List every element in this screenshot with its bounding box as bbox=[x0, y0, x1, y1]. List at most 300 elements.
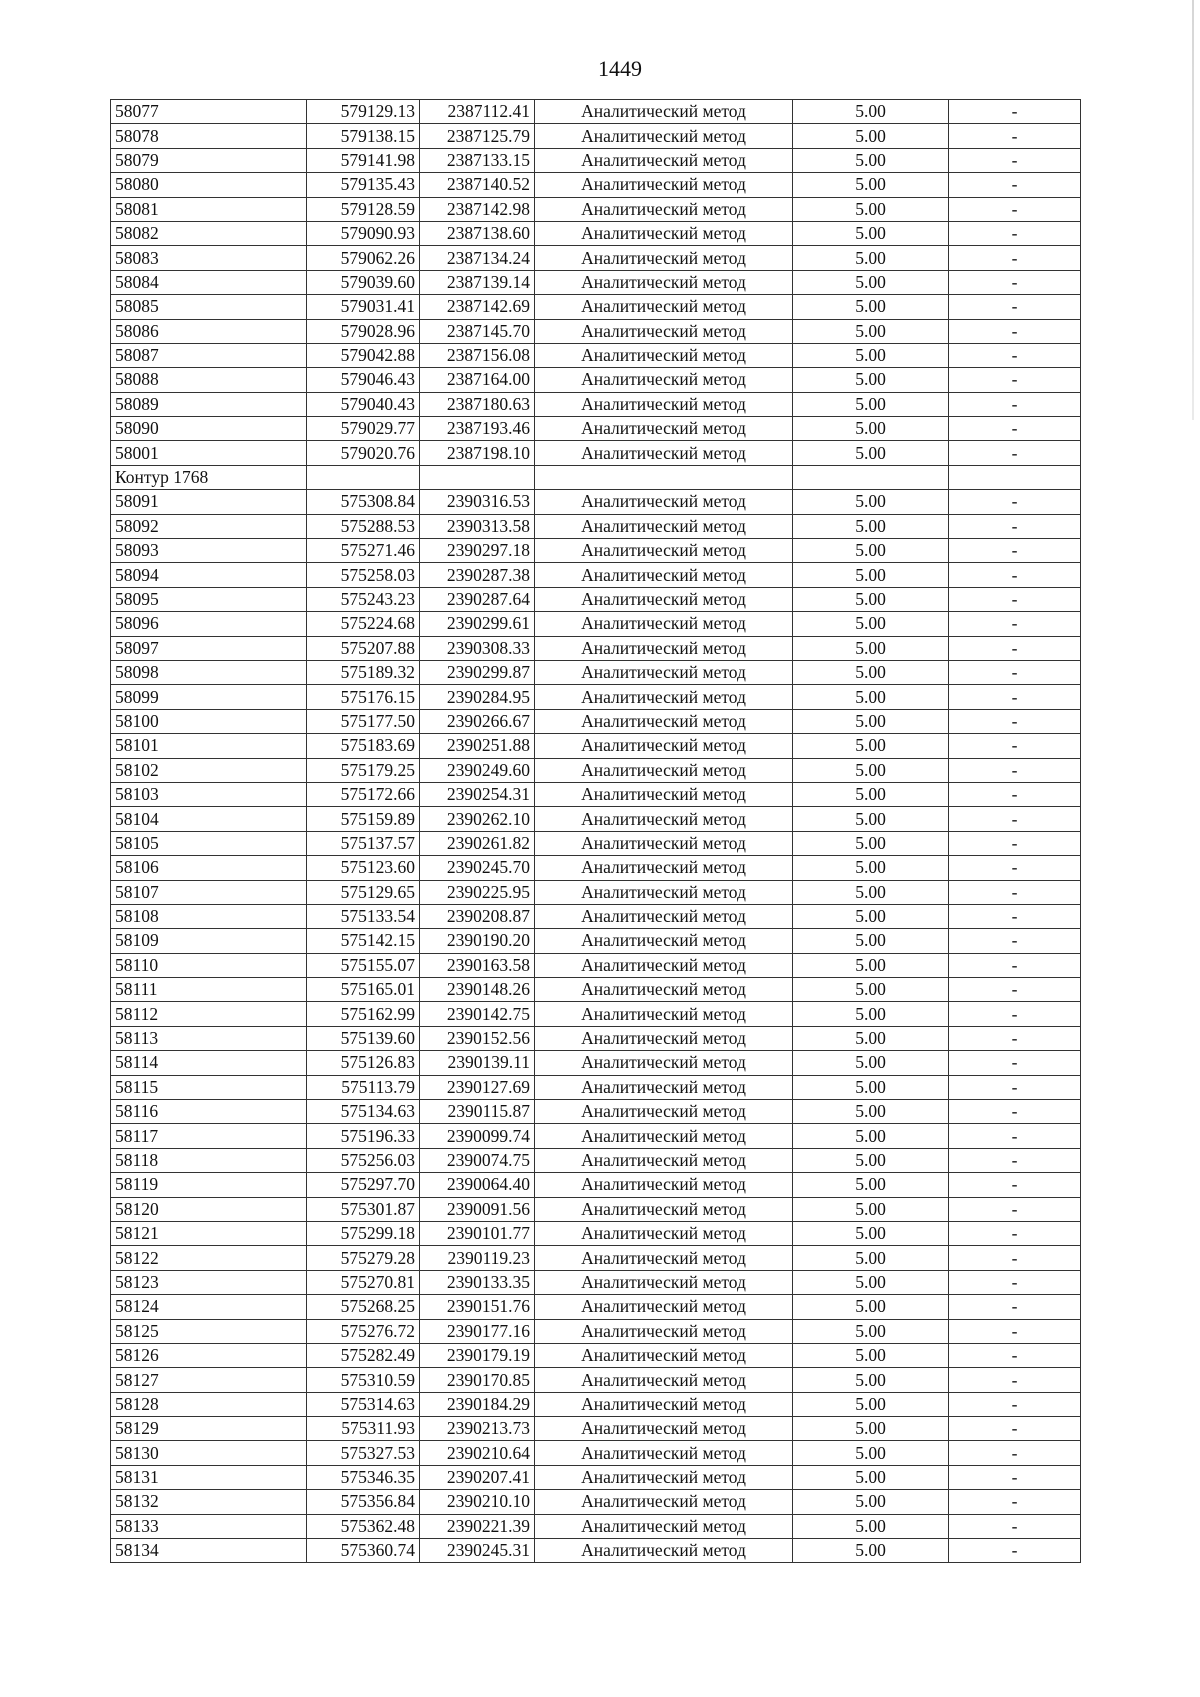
table-row bbox=[111, 1221, 1081, 1245]
y-coordinate-cell: 2390308.33 bbox=[420, 636, 535, 660]
method-cell: Аналитический метод bbox=[535, 1100, 793, 1124]
extra-cell: - bbox=[949, 100, 1081, 124]
extra-cell: - bbox=[949, 1392, 1081, 1416]
extra-cell: - bbox=[949, 1368, 1081, 1392]
point-id-cell: 58125 bbox=[111, 1319, 307, 1343]
y-coordinate-cell: 2390210.64 bbox=[420, 1441, 535, 1465]
y-coordinate-cell: 2390287.38 bbox=[420, 563, 535, 587]
y-coordinate-cell: 2390221.39 bbox=[420, 1514, 535, 1538]
table-row bbox=[111, 1514, 1081, 1538]
table-row bbox=[111, 929, 1081, 953]
method-cell: Аналитический метод bbox=[535, 197, 793, 221]
y-coordinate-cell: 2390179.19 bbox=[420, 1343, 535, 1367]
table-row bbox=[111, 831, 1081, 855]
point-id-cell: 58116 bbox=[111, 1100, 307, 1124]
method-cell: Аналитический метод bbox=[535, 612, 793, 636]
accuracy-cell: 5.00 bbox=[793, 295, 949, 319]
method-cell: Аналитический метод bbox=[535, 368, 793, 392]
table-row bbox=[111, 953, 1081, 977]
method-cell: Аналитический метод bbox=[535, 100, 793, 124]
table-row bbox=[111, 417, 1081, 441]
method-cell: Аналитический метод bbox=[535, 1051, 793, 1075]
x-coordinate-cell: 575297.70 bbox=[307, 1173, 420, 1197]
extra-cell: - bbox=[949, 173, 1081, 197]
table-row bbox=[111, 1075, 1081, 1099]
table-row bbox=[111, 246, 1081, 270]
point-id-cell: 58109 bbox=[111, 929, 307, 953]
point-id-cell: 58115 bbox=[111, 1075, 307, 1099]
method-cell: Аналитический метод bbox=[535, 148, 793, 172]
table-row bbox=[111, 368, 1081, 392]
point-id-cell: 58105 bbox=[111, 831, 307, 855]
extra-cell: - bbox=[949, 246, 1081, 270]
extra-cell: - bbox=[949, 514, 1081, 538]
accuracy-cell: 5.00 bbox=[793, 1441, 949, 1465]
method-cell: Аналитический метод bbox=[535, 124, 793, 148]
table-row bbox=[111, 978, 1081, 1002]
y-coordinate-cell: 2387112.41 bbox=[420, 100, 535, 124]
table-row bbox=[111, 636, 1081, 660]
accuracy-cell: 5.00 bbox=[793, 1295, 949, 1319]
point-id-cell: 58088 bbox=[111, 368, 307, 392]
accuracy-cell: 5.00 bbox=[793, 563, 949, 587]
y-coordinate-cell: 2387138.60 bbox=[420, 221, 535, 245]
x-coordinate-cell: 575308.84 bbox=[307, 490, 420, 514]
accuracy-cell: 5.00 bbox=[793, 270, 949, 294]
x-coordinate-cell: 575258.03 bbox=[307, 563, 420, 587]
x-coordinate-cell: 575327.53 bbox=[307, 1441, 420, 1465]
y-coordinate-cell: 2390299.87 bbox=[420, 660, 535, 684]
extra-cell: - bbox=[949, 1539, 1081, 1563]
accuracy-cell: 5.00 bbox=[793, 1417, 949, 1441]
extra-cell: - bbox=[949, 904, 1081, 928]
method-cell: Аналитический метод bbox=[535, 1270, 793, 1294]
x-coordinate-cell: 575179.25 bbox=[307, 758, 420, 782]
y-coordinate-cell: 2390313.58 bbox=[420, 514, 535, 538]
accuracy-cell: 5.00 bbox=[793, 709, 949, 733]
extra-cell: - bbox=[949, 1295, 1081, 1319]
accuracy-cell: 5.00 bbox=[793, 197, 949, 221]
x-coordinate-cell: 575196.33 bbox=[307, 1124, 420, 1148]
x-coordinate-cell: 575271.46 bbox=[307, 539, 420, 563]
point-id-cell: 58133 bbox=[111, 1514, 307, 1538]
empty-cell bbox=[420, 465, 535, 489]
y-coordinate-cell: 2390139.11 bbox=[420, 1051, 535, 1075]
table-row bbox=[111, 1441, 1081, 1465]
accuracy-cell: 5.00 bbox=[793, 587, 949, 611]
extra-cell: - bbox=[949, 1465, 1081, 1489]
method-cell: Аналитический метод bbox=[535, 1490, 793, 1514]
extra-cell: - bbox=[949, 441, 1081, 465]
y-coordinate-cell: 2387133.15 bbox=[420, 148, 535, 172]
point-id-cell: 58094 bbox=[111, 563, 307, 587]
point-id-cell: 58089 bbox=[111, 392, 307, 416]
method-cell: Аналитический метод bbox=[535, 441, 793, 465]
method-cell: Аналитический метод bbox=[535, 1246, 793, 1270]
extra-cell: - bbox=[949, 758, 1081, 782]
point-id-cell: 58119 bbox=[111, 1173, 307, 1197]
method-cell: Аналитический метод bbox=[535, 514, 793, 538]
accuracy-cell: 5.00 bbox=[793, 978, 949, 1002]
point-id-cell: 58100 bbox=[111, 709, 307, 733]
point-id-cell: 58120 bbox=[111, 1197, 307, 1221]
y-coordinate-cell: 2387140.52 bbox=[420, 173, 535, 197]
extra-cell: - bbox=[949, 1514, 1081, 1538]
accuracy-cell: 5.00 bbox=[793, 636, 949, 660]
y-coordinate-cell: 2390245.31 bbox=[420, 1539, 535, 1563]
point-id-cell: 58128 bbox=[111, 1392, 307, 1416]
point-id-cell: 58129 bbox=[111, 1417, 307, 1441]
extra-cell: - bbox=[949, 953, 1081, 977]
accuracy-cell: 5.00 bbox=[793, 124, 949, 148]
table-row bbox=[111, 612, 1081, 636]
y-coordinate-cell: 2390245.70 bbox=[420, 856, 535, 880]
point-id-cell: 58097 bbox=[111, 636, 307, 660]
y-coordinate-cell: 2390091.56 bbox=[420, 1197, 535, 1221]
method-cell: Аналитический метод bbox=[535, 1148, 793, 1172]
y-coordinate-cell: 2390287.64 bbox=[420, 587, 535, 611]
extra-cell: - bbox=[949, 1343, 1081, 1367]
x-coordinate-cell: 575176.15 bbox=[307, 685, 420, 709]
method-cell: Аналитический метод bbox=[535, 221, 793, 245]
y-coordinate-cell: 2387193.46 bbox=[420, 417, 535, 441]
point-id-cell: 58091 bbox=[111, 490, 307, 514]
extra-cell: - bbox=[949, 1075, 1081, 1099]
accuracy-cell: 5.00 bbox=[793, 1465, 949, 1489]
accuracy-cell: 5.00 bbox=[793, 1100, 949, 1124]
method-cell: Аналитический метод bbox=[535, 1465, 793, 1489]
x-coordinate-cell: 575207.88 bbox=[307, 636, 420, 660]
accuracy-cell: 5.00 bbox=[793, 856, 949, 880]
extra-cell: - bbox=[949, 124, 1081, 148]
point-id-cell: 58080 bbox=[111, 173, 307, 197]
y-coordinate-cell: 2390225.95 bbox=[420, 880, 535, 904]
x-coordinate-cell: 575189.32 bbox=[307, 660, 420, 684]
extra-cell: - bbox=[949, 636, 1081, 660]
table-row bbox=[111, 807, 1081, 831]
point-id-cell: 58114 bbox=[111, 1051, 307, 1075]
method-cell: Аналитический метод bbox=[535, 1221, 793, 1245]
point-id-cell: 58102 bbox=[111, 758, 307, 782]
y-coordinate-cell: 2390284.95 bbox=[420, 685, 535, 709]
point-id-cell: 58084 bbox=[111, 270, 307, 294]
extra-cell: - bbox=[949, 1441, 1081, 1465]
x-coordinate-cell: 575243.23 bbox=[307, 587, 420, 611]
y-coordinate-cell: 2390170.85 bbox=[420, 1368, 535, 1392]
extra-cell: - bbox=[949, 1417, 1081, 1441]
y-coordinate-cell: 2390133.35 bbox=[420, 1270, 535, 1294]
method-cell: Аналитический метод bbox=[535, 1417, 793, 1441]
table-row bbox=[111, 1295, 1081, 1319]
extra-cell: - bbox=[949, 1002, 1081, 1026]
table-row bbox=[111, 1026, 1081, 1050]
method-cell: Аналитический метод bbox=[535, 1173, 793, 1197]
accuracy-cell: 5.00 bbox=[793, 807, 949, 831]
extra-cell: - bbox=[949, 880, 1081, 904]
accuracy-cell: 5.00 bbox=[793, 953, 949, 977]
x-coordinate-cell: 575113.79 bbox=[307, 1075, 420, 1099]
point-id-cell: 58108 bbox=[111, 904, 307, 928]
x-coordinate-cell: 575299.18 bbox=[307, 1221, 420, 1245]
point-id-cell: 58123 bbox=[111, 1270, 307, 1294]
point-id-cell: 58096 bbox=[111, 612, 307, 636]
extra-cell: - bbox=[949, 734, 1081, 758]
accuracy-cell: 5.00 bbox=[793, 929, 949, 953]
x-coordinate-cell: 575183.69 bbox=[307, 734, 420, 758]
point-id-cell: 58099 bbox=[111, 685, 307, 709]
x-coordinate-cell: 575301.87 bbox=[307, 1197, 420, 1221]
table-row bbox=[111, 1173, 1081, 1197]
extra-cell: - bbox=[949, 1490, 1081, 1514]
x-coordinate-cell: 575162.99 bbox=[307, 1002, 420, 1026]
accuracy-cell: 5.00 bbox=[793, 148, 949, 172]
table-row bbox=[111, 100, 1081, 124]
extra-cell: - bbox=[949, 417, 1081, 441]
x-coordinate-cell: 579062.26 bbox=[307, 246, 420, 270]
accuracy-cell: 5.00 bbox=[793, 1539, 949, 1563]
point-id-cell: 58117 bbox=[111, 1124, 307, 1148]
x-coordinate-cell: 575288.53 bbox=[307, 514, 420, 538]
accuracy-cell: 5.00 bbox=[793, 1368, 949, 1392]
method-cell: Аналитический метод bbox=[535, 929, 793, 953]
table-row bbox=[111, 685, 1081, 709]
extra-cell: - bbox=[949, 1221, 1081, 1245]
accuracy-cell: 5.00 bbox=[793, 221, 949, 245]
x-coordinate-cell: 579042.88 bbox=[307, 343, 420, 367]
accuracy-cell: 5.00 bbox=[793, 1514, 949, 1538]
method-cell: Аналитический метод bbox=[535, 173, 793, 197]
point-id-cell: 58086 bbox=[111, 319, 307, 343]
accuracy-cell: 5.00 bbox=[793, 1392, 949, 1416]
point-id-cell: 58132 bbox=[111, 1490, 307, 1514]
method-cell: Аналитический метод bbox=[535, 417, 793, 441]
x-coordinate-cell: 579029.77 bbox=[307, 417, 420, 441]
y-coordinate-cell: 2390177.16 bbox=[420, 1319, 535, 1343]
extra-cell: - bbox=[949, 612, 1081, 636]
accuracy-cell: 5.00 bbox=[793, 441, 949, 465]
y-coordinate-cell: 2390074.75 bbox=[420, 1148, 535, 1172]
contour-label: Контур 1768 bbox=[111, 465, 307, 489]
accuracy-cell: 5.00 bbox=[793, 417, 949, 441]
point-id-cell: 58124 bbox=[111, 1295, 307, 1319]
table-row bbox=[111, 1539, 1081, 1563]
x-coordinate-cell: 575137.57 bbox=[307, 831, 420, 855]
method-cell: Аналитический метод bbox=[535, 1026, 793, 1050]
method-cell: Аналитический метод bbox=[535, 563, 793, 587]
y-coordinate-cell: 2387139.14 bbox=[420, 270, 535, 294]
point-id-cell: 58104 bbox=[111, 807, 307, 831]
extra-cell: - bbox=[949, 709, 1081, 733]
extra-cell: - bbox=[949, 856, 1081, 880]
table-row bbox=[111, 392, 1081, 416]
point-id-cell: 58095 bbox=[111, 587, 307, 611]
method-cell: Аналитический метод bbox=[535, 807, 793, 831]
y-coordinate-cell: 2390213.73 bbox=[420, 1417, 535, 1441]
table-row bbox=[111, 1490, 1081, 1514]
extra-cell: - bbox=[949, 1246, 1081, 1270]
accuracy-cell: 5.00 bbox=[793, 660, 949, 684]
method-cell: Аналитический метод bbox=[535, 831, 793, 855]
x-coordinate-cell: 575139.60 bbox=[307, 1026, 420, 1050]
x-coordinate-cell: 575279.28 bbox=[307, 1246, 420, 1270]
accuracy-cell: 5.00 bbox=[793, 1075, 949, 1099]
y-coordinate-cell: 2390151.76 bbox=[420, 1295, 535, 1319]
extra-cell: - bbox=[949, 1148, 1081, 1172]
method-cell: Аналитический метод bbox=[535, 1441, 793, 1465]
x-coordinate-cell: 575177.50 bbox=[307, 709, 420, 733]
table-row bbox=[111, 1465, 1081, 1489]
table-row bbox=[111, 1246, 1081, 1270]
table-row bbox=[111, 441, 1081, 465]
method-cell: Аналитический метод bbox=[535, 587, 793, 611]
point-id-cell: 58113 bbox=[111, 1026, 307, 1050]
y-coordinate-cell: 2390115.87 bbox=[420, 1100, 535, 1124]
point-id-cell: 58083 bbox=[111, 246, 307, 270]
method-cell: Аналитический метод bbox=[535, 1124, 793, 1148]
method-cell: Аналитический метод bbox=[535, 782, 793, 806]
table-row bbox=[111, 1051, 1081, 1075]
y-coordinate-cell: 2390142.75 bbox=[420, 1002, 535, 1026]
table-row bbox=[111, 124, 1081, 148]
x-coordinate-cell: 575310.59 bbox=[307, 1368, 420, 1392]
method-cell: Аналитический метод bbox=[535, 1295, 793, 1319]
x-coordinate-cell: 575142.15 bbox=[307, 929, 420, 953]
x-coordinate-cell: 579046.43 bbox=[307, 368, 420, 392]
method-cell: Аналитический метод bbox=[535, 978, 793, 1002]
method-cell: Аналитический метод bbox=[535, 246, 793, 270]
x-coordinate-cell: 579039.60 bbox=[307, 270, 420, 294]
point-id-cell: 58111 bbox=[111, 978, 307, 1002]
accuracy-cell: 5.00 bbox=[793, 758, 949, 782]
point-id-cell: 58130 bbox=[111, 1441, 307, 1465]
method-cell: Аналитический метод bbox=[535, 1319, 793, 1343]
page-number: 1449 bbox=[598, 56, 642, 81]
table-row bbox=[111, 1417, 1081, 1441]
empty-cell bbox=[949, 465, 1081, 489]
extra-cell: - bbox=[949, 807, 1081, 831]
accuracy-cell: 5.00 bbox=[793, 246, 949, 270]
x-coordinate-cell: 579129.13 bbox=[307, 100, 420, 124]
x-coordinate-cell: 579090.93 bbox=[307, 221, 420, 245]
x-coordinate-cell: 575224.68 bbox=[307, 612, 420, 636]
x-coordinate-cell: 575134.63 bbox=[307, 1100, 420, 1124]
extra-cell: - bbox=[949, 929, 1081, 953]
y-coordinate-cell: 2390249.60 bbox=[420, 758, 535, 782]
point-id-cell: 58090 bbox=[111, 417, 307, 441]
point-id-cell: 58103 bbox=[111, 782, 307, 806]
x-coordinate-cell: 575356.84 bbox=[307, 1490, 420, 1514]
y-coordinate-cell: 2390163.58 bbox=[420, 953, 535, 977]
extra-cell: - bbox=[949, 1026, 1081, 1050]
y-coordinate-cell: 2390299.61 bbox=[420, 612, 535, 636]
method-cell: Аналитический метод bbox=[535, 1197, 793, 1221]
point-id-cell: 58127 bbox=[111, 1368, 307, 1392]
x-coordinate-cell: 575360.74 bbox=[307, 1539, 420, 1563]
accuracy-cell: 5.00 bbox=[793, 100, 949, 124]
table-row bbox=[111, 514, 1081, 538]
method-cell: Аналитический метод bbox=[535, 758, 793, 782]
extra-cell: - bbox=[949, 1173, 1081, 1197]
table-row bbox=[111, 1197, 1081, 1221]
accuracy-cell: 5.00 bbox=[793, 1002, 949, 1026]
method-cell: Аналитический метод bbox=[535, 490, 793, 514]
x-coordinate-cell: 575311.93 bbox=[307, 1417, 420, 1441]
extra-cell: - bbox=[949, 221, 1081, 245]
table-row bbox=[111, 490, 1081, 514]
method-cell: Аналитический метод bbox=[535, 1514, 793, 1538]
extra-cell: - bbox=[949, 148, 1081, 172]
point-id-cell: 58093 bbox=[111, 539, 307, 563]
extra-cell: - bbox=[949, 1319, 1081, 1343]
accuracy-cell: 5.00 bbox=[793, 173, 949, 197]
table-row bbox=[111, 782, 1081, 806]
method-cell: Аналитический метод bbox=[535, 904, 793, 928]
method-cell: Аналитический метод bbox=[535, 295, 793, 319]
y-coordinate-cell: 2387145.70 bbox=[420, 319, 535, 343]
table-row bbox=[111, 1392, 1081, 1416]
accuracy-cell: 5.00 bbox=[793, 319, 949, 343]
accuracy-cell: 5.00 bbox=[793, 904, 949, 928]
accuracy-cell: 5.00 bbox=[793, 1124, 949, 1148]
x-coordinate-cell: 575126.83 bbox=[307, 1051, 420, 1075]
method-cell: Аналитический метод bbox=[535, 1343, 793, 1367]
extra-cell: - bbox=[949, 1270, 1081, 1294]
extra-cell: - bbox=[949, 587, 1081, 611]
y-coordinate-cell: 2390262.10 bbox=[420, 807, 535, 831]
extra-cell: - bbox=[949, 831, 1081, 855]
accuracy-cell: 5.00 bbox=[793, 782, 949, 806]
accuracy-cell: 5.00 bbox=[793, 1197, 949, 1221]
y-coordinate-cell: 2387198.10 bbox=[420, 441, 535, 465]
method-cell: Аналитический метод bbox=[535, 539, 793, 563]
y-coordinate-cell: 2390266.67 bbox=[420, 709, 535, 733]
coordinates-table-body bbox=[111, 100, 1081, 1563]
accuracy-cell: 5.00 bbox=[793, 1148, 949, 1172]
table-row bbox=[111, 1319, 1081, 1343]
method-cell: Аналитический метод bbox=[535, 1392, 793, 1416]
table-row bbox=[111, 660, 1081, 684]
x-coordinate-cell: 575346.35 bbox=[307, 1465, 420, 1489]
x-coordinate-cell: 575282.49 bbox=[307, 1343, 420, 1367]
extra-cell: - bbox=[949, 197, 1081, 221]
x-coordinate-cell: 575155.07 bbox=[307, 953, 420, 977]
point-id-cell: 58087 bbox=[111, 343, 307, 367]
x-coordinate-cell: 579141.98 bbox=[307, 148, 420, 172]
method-cell: Аналитический метод bbox=[535, 880, 793, 904]
table-row bbox=[111, 709, 1081, 733]
y-coordinate-cell: 2387180.63 bbox=[420, 392, 535, 416]
x-coordinate-cell: 575172.66 bbox=[307, 782, 420, 806]
table-row bbox=[111, 1124, 1081, 1148]
point-id-cell: 58085 bbox=[111, 295, 307, 319]
method-cell: Аналитический метод bbox=[535, 319, 793, 343]
extra-cell: - bbox=[949, 978, 1081, 1002]
extra-cell: - bbox=[949, 660, 1081, 684]
table-row bbox=[111, 1368, 1081, 1392]
point-id-cell: 58118 bbox=[111, 1148, 307, 1172]
point-id-cell: 58126 bbox=[111, 1343, 307, 1367]
table-row bbox=[111, 880, 1081, 904]
y-coordinate-cell: 2390297.18 bbox=[420, 539, 535, 563]
method-cell: Аналитический метод bbox=[535, 685, 793, 709]
table-row bbox=[111, 270, 1081, 294]
method-cell: Аналитический метод bbox=[535, 953, 793, 977]
y-coordinate-cell: 2390207.41 bbox=[420, 1465, 535, 1489]
x-coordinate-cell: 579031.41 bbox=[307, 295, 420, 319]
y-coordinate-cell: 2387142.98 bbox=[420, 197, 535, 221]
table-row bbox=[111, 1100, 1081, 1124]
empty-cell bbox=[535, 465, 793, 489]
